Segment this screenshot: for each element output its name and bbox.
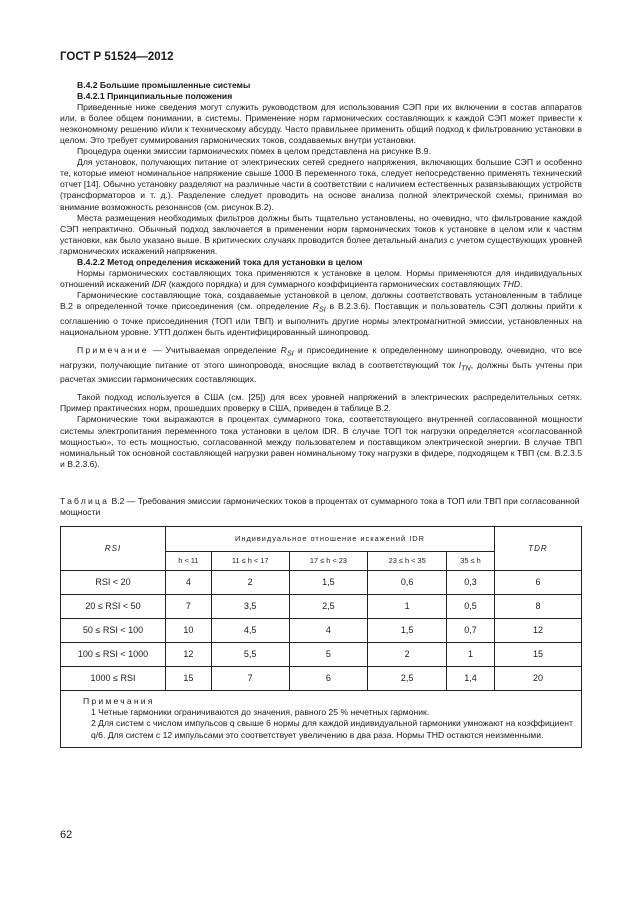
table-row (61, 642, 582, 666)
table-cell: 1 (447, 642, 495, 666)
table-cell: 1,5 (289, 570, 368, 594)
note-item: 2 Для систем с числом импульсов q свыше 6 нормы для каждой индивидуальной гармоники умножают на коэффициент q/6. Для систем с 12 импульсами это соответствует увеличению в два раза. Нормы THD остаются неизменными. (91, 718, 573, 740)
table-row (61, 666, 582, 690)
col-header: 11 ≤ h < 17 (211, 551, 289, 570)
col-header: 17 ≤ h < 23 (289, 551, 368, 570)
table-cell: 12 (166, 642, 212, 666)
table-cell: 7 (166, 594, 212, 618)
table-cell: 8 (495, 594, 582, 618)
table-cell: 10 (166, 618, 212, 642)
table-cell: 0,3 (447, 570, 495, 594)
subsection-heading: В.4.2.2 Метод определения искажений тока для установки в целом (77, 256, 363, 267)
emission-table (60, 526, 582, 748)
table-cell: 12 (495, 618, 582, 642)
notes-title: Примечания (83, 695, 155, 706)
row-label: 100 ≤ RSI < 1000 (61, 642, 166, 666)
table-cell: 6 (289, 666, 368, 690)
paragraph: Гармонические токи выражаются в процентах суммарного тока, соответствующего внутренней согласованной мощности системы электропитания переменного тока установки в целом IDR. В случае ТОП ток нагрузки определяется «согласованной мощностью», то есть мощностью, согласованной между пользователем и поставщиком электрической энергии. В случае ТВП номинальный ток основной составляющей нагрузки равен номинальному току нагрузки в фидере, подходящем к ТВП (см. В.2.3.5 и В.2.3.6). (60, 414, 582, 469)
col-group-header: Индивидуальное отношение искажений IDR (166, 526, 495, 551)
paragraph: Для установок, получающих питание от электрических сетей среднего напряжения, включающих большие СЭП и особенно те, которые имеют номинальное напряжение свыше 1000 В переменного тока, следует непосредственно применять технический отчет [14]. Обычно установку разделяют на различные части в соответствии с наличием естественных развязывающих устройств (трансформаторов и т. д.). Разделение следует проводить на основе анализа полной электрической схемы, принимая во внимание возможность резонансов (см. рисунок В.2). (60, 157, 582, 212)
table-cell: 5,5 (211, 642, 289, 666)
table-caption: Таблица В.2 — Требования эмиссии гармонических токов в процентах от суммарного тока в ТОП или ТВП при согласованной мощности (60, 495, 580, 517)
table-cell: 2 (368, 642, 447, 666)
col-header: 23 ≤ h < 35 (368, 551, 447, 570)
table-cell: 1,5 (368, 618, 447, 642)
paragraph: Процедура оценки эмиссии гармонических помех в целом представлена на рисунке В.9. (77, 146, 431, 157)
paragraph: Приведенные ниже сведения могут служить руководством для использования СЭП при их включении в состав аппаратов или, в более общем понимании, в системы. Применение норм гармонических составляющих к каждой СЭП может привести к неэкономному решению и/или к техническому абсурду. Часто правильнее применить общий подход к фильтрованию установки в целом. Это требует суммирования гармонических токов, создаваемых внутри установки. (60, 102, 582, 146)
table-row (61, 618, 582, 642)
table-cell: 7 (211, 666, 289, 690)
table-cell: 0,6 (368, 570, 447, 594)
table-cell: 1 (368, 594, 447, 618)
col-header: 35 ≤ h (447, 551, 495, 570)
table-cell: 15 (166, 666, 212, 690)
paragraph: Нормы гармонических составляющих тока применяются к установке в целом. Нормы применяются для индивидуальных отношений искажений IDR (каждого порядка) и для суммарного коэффициента гармонических составляющих THD. (60, 267, 582, 289)
page-number: 62 (60, 829, 73, 841)
table-cell: 2 (211, 570, 289, 594)
table-cell: 5 (289, 642, 368, 666)
col-rsi-header: RSI (61, 526, 166, 570)
table-cell: 4 (166, 570, 212, 594)
table-cell: 4,5 (211, 618, 289, 642)
paragraph: Такой подход используется в США (см. [25]) для всех уровней напряжений в электрических распределительных сетях. Пример практических норм, прошедших проверку в США, приведен в таблице В.2. (60, 392, 582, 414)
table-cell: 2,5 (289, 594, 368, 618)
row-label: 1000 ≤ RSI (61, 666, 166, 690)
table-cell: 15 (495, 642, 582, 666)
col-header: h < 11 (166, 551, 212, 570)
table-cell: 6 (495, 570, 582, 594)
note-paragraph: Примечание — Учитываемая определение $R_{SI}$ и присоединение к определенному шинопроводу, очевидно, что все нагрузки, получающие питание от этого шинопровода, вносящие вклад в соответствующий ток $I_{TN}$, должны быть учтены при расчетах эмиссии гармонических составляющих. (60, 344, 583, 385)
table-row (61, 594, 582, 618)
subsection-heading: В.4.2.1 Принципиальные положения (77, 91, 233, 102)
document-header: ГОСТ Р 51524—2012 (60, 51, 174, 63)
note-item: 1 Четные гармоники ограничиваются до значения, равного 25 % нечетных гармоник. (91, 707, 430, 718)
table-cell: 2,5 (368, 666, 447, 690)
section-heading: В.4.2 Большие промышленные системы (77, 80, 251, 90)
row-label: RSI < 20 (61, 570, 166, 594)
table-cell: 3,5 (211, 594, 289, 618)
table-cell: 4 (289, 618, 368, 642)
table-cell: 20 (495, 666, 582, 690)
table-cell: 0,7 (447, 618, 495, 642)
table-row (61, 570, 582, 594)
row-label: 20 ≤ RSI < 50 (61, 594, 166, 618)
paragraph: Гармонические составляющие тока, создаваемые установкой в целом, должны соответствовать установленным в таблице В.2 в определенной точке присоединения (см. определение $R_{SI}$ в В.2.3.6). Поставщик и пользователь СЭП должны прийти к соглашению о точке присоединения (ТОП или ТВП) и выполнить другие нормы электромагнитной эмиссии, установленных на национальном уровне. УТП должен быть идентифицированный шинопровод. (60, 289, 582, 337)
table-cell: 1,4 (447, 666, 495, 690)
table-notes (61, 690, 582, 747)
paragraph: Места размещения необходимых фильтров должны быть тщательно установлены, но очевидно, что фильтрование каждой СЭП непрактично. Обычный подход заключается в применении норм гармонических токов к установке в целом или к частям установки, как было указано выше. В критических случаях проводится более детальный анализ с учетом существующих уровней гармонических искажений напряжения. (60, 212, 582, 256)
row-label: 50 ≤ RSI < 100 (61, 618, 166, 642)
col-tdr-header: TDR (495, 526, 582, 570)
table-cell: 0,5 (447, 594, 495, 618)
page-body (60, 80, 582, 748)
